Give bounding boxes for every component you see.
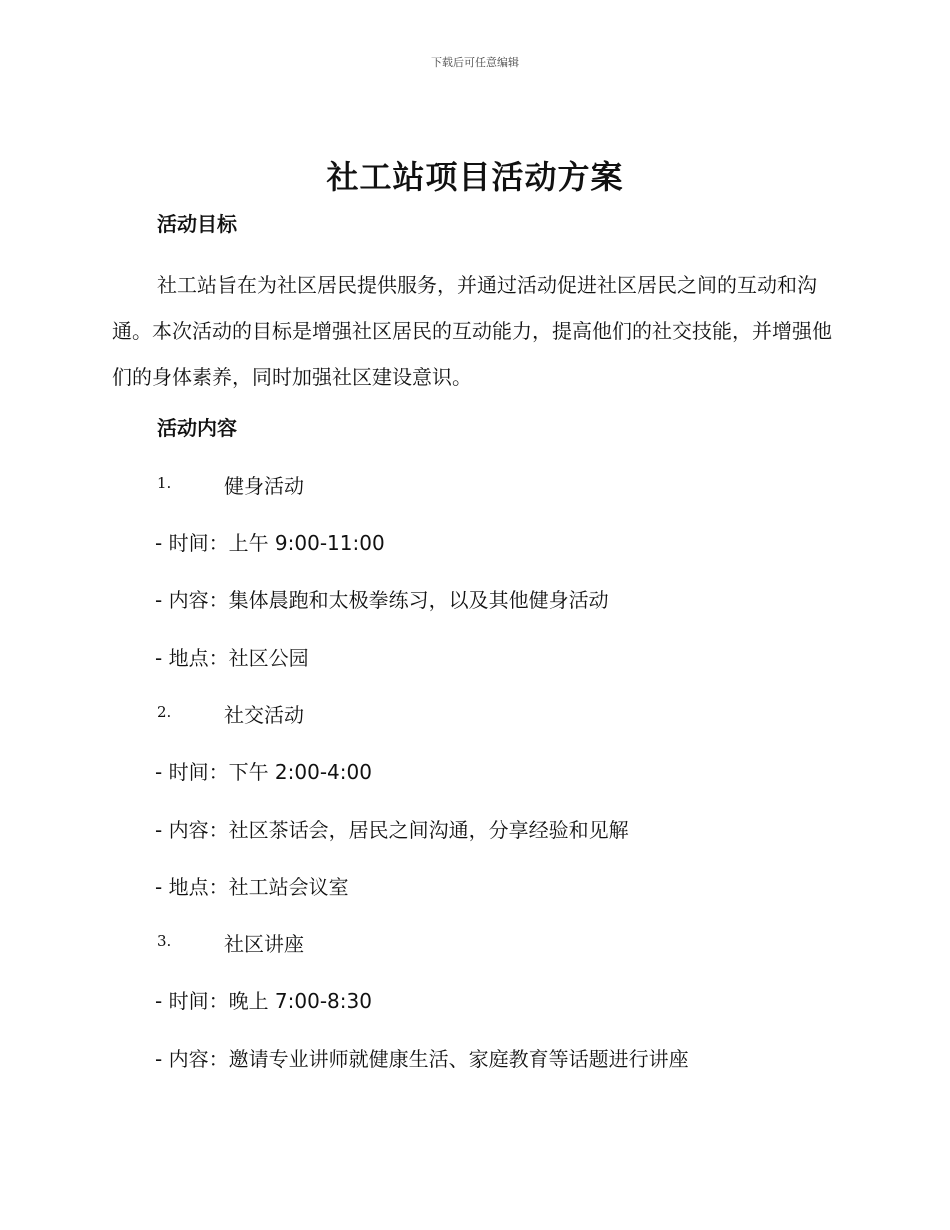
activity-name: 社区讲座 (224, 932, 304, 956)
activity-number: 1. (157, 474, 172, 492)
activity-time: - 时间：上午 9:00-11:00 (155, 531, 385, 555)
activity-place: - 地点：社区公园 (155, 646, 309, 670)
section-heading-content: 活动内容 (157, 416, 237, 440)
section-heading-goals: 活动目标 (157, 212, 237, 236)
activity-time: - 时间：下午 2:00-4:00 (155, 760, 372, 784)
activity-time: - 时间：晚上 7:00-8:30 (155, 989, 372, 1013)
activity-name: 健身活动 (224, 474, 304, 498)
activity-content: - 内容：邀请专业讲师就健康生活、家庭教育等话题进行讲座 (155, 1047, 689, 1071)
activity-number: 3. (157, 932, 172, 950)
document-title: 社工站项目活动方案 (326, 158, 624, 196)
activity-content: - 内容：社区茶话会，居民之间沟通，分享经验和见解 (155, 818, 629, 842)
page-header: 下载后可任意编辑 (431, 56, 519, 69)
activity-place: - 地点：社工站会议室 (155, 875, 349, 899)
goals-paragraph: 社工站旨在为社区居民提供服务，并通过活动促进社区居民之间的互动和沟通。本次活动的目标是增强社区居民的互动能力，提高他们的社交技能，并增强他们的身体素养，同时加强社区建设意识。 (112, 273, 832, 389)
activity-content: - 内容：集体晨跑和太极拳练习，以及其他健身活动 (155, 588, 609, 612)
activity-name: 社交活动 (224, 703, 304, 727)
activity-number: 2. (157, 703, 172, 721)
